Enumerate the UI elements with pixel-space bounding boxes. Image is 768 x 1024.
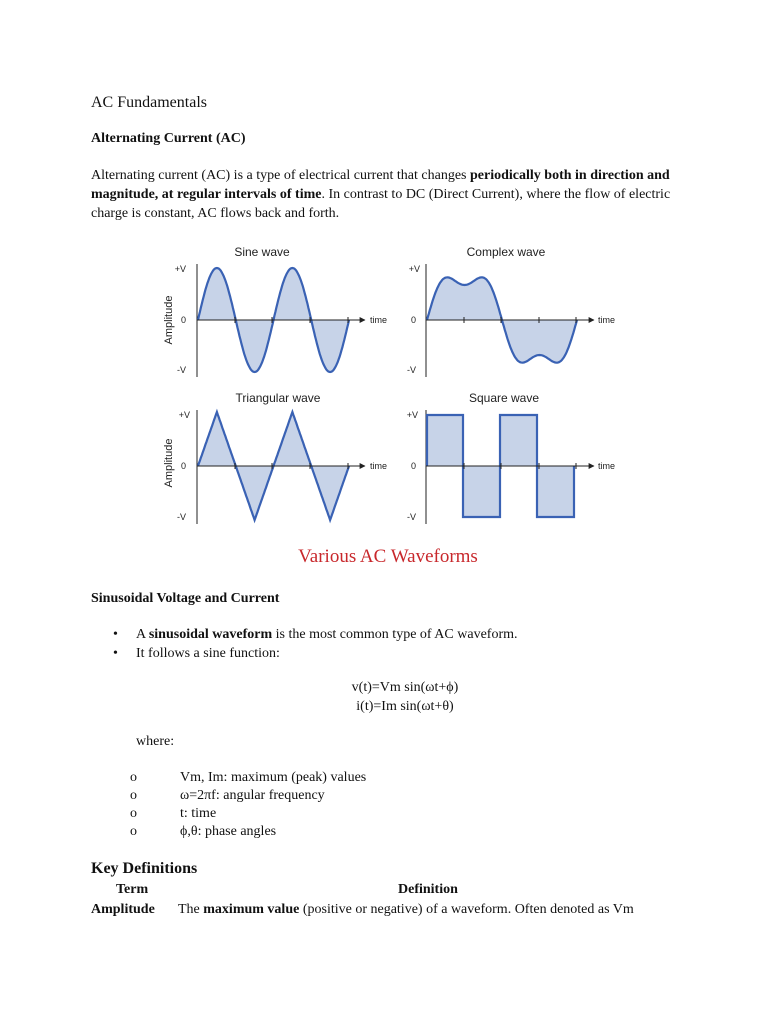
sine-time-label: time bbox=[370, 315, 388, 325]
list-item: • It follows a sine function: bbox=[91, 644, 518, 663]
square-fill-1 bbox=[427, 415, 463, 466]
page-title: AC Fundamentals bbox=[91, 94, 207, 111]
complex-minus-v: -V bbox=[407, 365, 416, 375]
where-label: where: bbox=[136, 734, 175, 749]
section-title-sinusoidal: Sinusoidal Voltage and Current bbox=[91, 591, 280, 606]
sine-zero: 0 bbox=[180, 315, 186, 325]
intro-text-2: . In contrast to DC (Direct Current), where the flow of electric charge is constant, AC flows back and forth. bbox=[91, 187, 671, 221]
table-cell-definition-amplitude bbox=[178, 902, 634, 918]
waveforms-svg bbox=[150, 232, 630, 577]
triangular-time-label: time bbox=[370, 461, 388, 471]
triangular-plus-v: +V bbox=[178, 410, 190, 420]
section-title-key-definitions: Key Definitions bbox=[91, 860, 198, 877]
current-equation: i(t)=Im sin(ωt+θ) bbox=[356, 699, 454, 714]
section-title-alternating-current: Alternating Current (AC) bbox=[91, 131, 246, 146]
square-fill-2 bbox=[463, 466, 500, 517]
intro-text-1: Alternating current (AC) is a type of electrical current that changes bbox=[91, 168, 471, 183]
def-post: (positive or negative) of a waveform. Often denoted as Vm bbox=[299, 902, 634, 917]
sine-amplitude-label: Amplitude bbox=[163, 295, 175, 345]
table-header-definition: Definition bbox=[398, 882, 458, 897]
triangular-zero: 0 bbox=[180, 461, 186, 471]
triangular-amplitude-label: Amplitude bbox=[163, 438, 175, 488]
list-item: o t: time bbox=[130, 805, 366, 823]
variable-list bbox=[130, 769, 366, 841]
def-pre: The bbox=[178, 902, 204, 917]
sine-minus-v: -V bbox=[177, 365, 186, 375]
square-time-label: time bbox=[598, 461, 616, 471]
table-header-term: Term bbox=[116, 882, 149, 897]
square-fill-4 bbox=[537, 466, 574, 517]
list-item: o Vm, Im: maximum (peak) values bbox=[130, 769, 366, 787]
complex-panel-title: Complex wave bbox=[466, 245, 546, 259]
square-panel-title: Square wave bbox=[468, 391, 540, 405]
voltage-equation: v(t)=Vm sin(ωt+ϕ) bbox=[351, 680, 459, 695]
sine-plus-v: +V bbox=[174, 264, 186, 274]
figure-caption: Various AC Waveforms bbox=[298, 546, 478, 567]
def-bold: maximum value bbox=[203, 902, 300, 917]
list-item bbox=[91, 625, 518, 644]
bullet1-post: is the most common type of AC waveform. bbox=[272, 627, 518, 642]
complex-time-label: time bbox=[598, 315, 616, 325]
triangular-minus-v: -V bbox=[177, 512, 186, 522]
complex-zero: 0 bbox=[410, 315, 416, 325]
sine-panel-title: Sine wave bbox=[234, 245, 290, 259]
square-fill-3 bbox=[500, 415, 537, 466]
bullet1-pre: A bbox=[136, 627, 149, 642]
intro-paragraph bbox=[91, 166, 691, 223]
bullet1-bold: sinusoidal waveform bbox=[148, 627, 273, 642]
table-cell-term-amplitude: Amplitude bbox=[91, 902, 155, 917]
triangular-panel-title: Triangular wave bbox=[235, 391, 321, 405]
list-item: o ϕ,θ: phase angles bbox=[130, 823, 366, 841]
list-item: o ω=2πf: angular frequency bbox=[130, 787, 366, 805]
ac-waveforms-figure bbox=[150, 232, 630, 577]
square-zero: 0 bbox=[410, 461, 416, 471]
square-minus-v: -V bbox=[407, 512, 416, 522]
sinusoid-bullet-list bbox=[91, 625, 518, 663]
complex-plus-v: +V bbox=[408, 264, 420, 274]
intro-bold-text: periodically both in direction and magnitude, at regular intervals of time bbox=[91, 168, 670, 202]
square-plus-v: +V bbox=[406, 410, 418, 420]
